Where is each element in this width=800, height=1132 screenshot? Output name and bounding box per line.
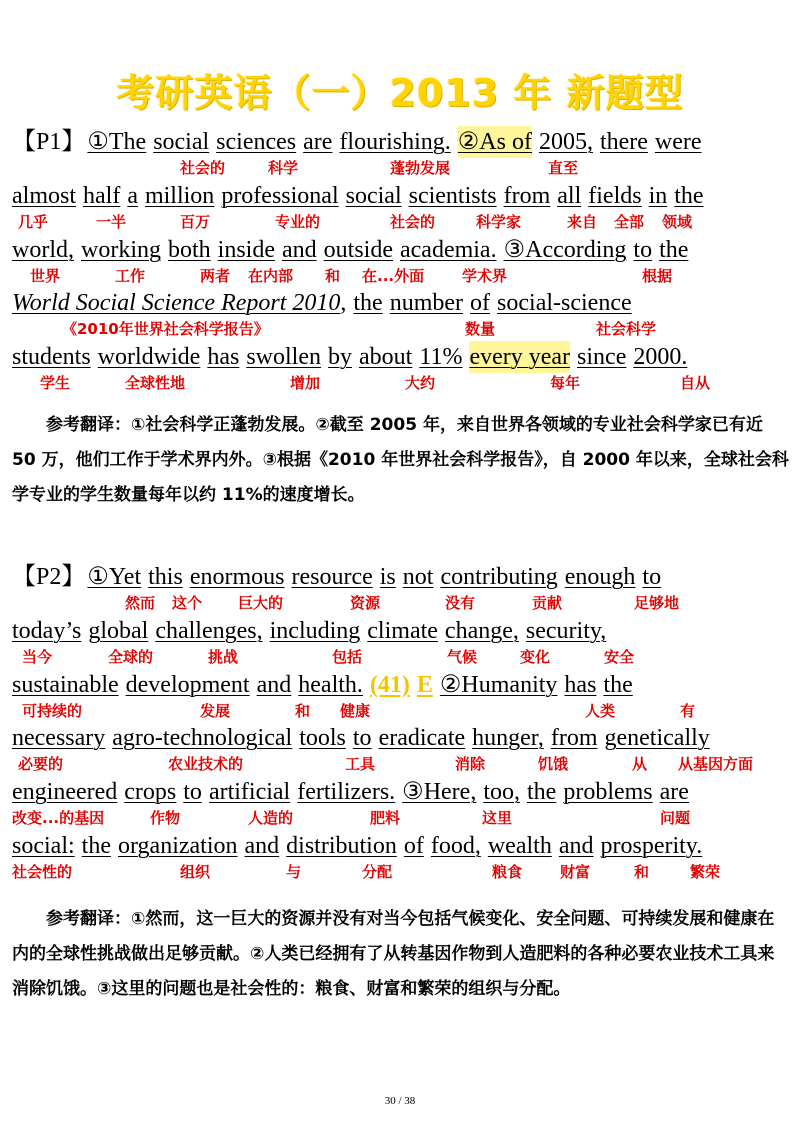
english-word: wealth (487, 833, 552, 859)
english-word: almost (12, 183, 76, 209)
chinese-gloss: 从基因方面 (678, 755, 754, 773)
p1-translation: 参考翻译：①社会科学正蓬勃发展。②截至 2005 年，来自世界各领域的专业社会科学家已有近 50 万，他们工作于学术界内外。③根据《2010 年世界社会科学报告》，自 2000 年以来，全球社会科学专业的学生数量每年以约 11%的速度增长。 (12, 415, 789, 505)
english-word: students (12, 344, 91, 370)
english-word: of (470, 290, 491, 316)
p2-text-line (12, 830, 792, 862)
english-word: global (88, 618, 149, 644)
english-word: distribution (286, 833, 397, 859)
english-word: eradicate (378, 725, 466, 751)
chinese-gloss: 增加 (290, 374, 321, 392)
english-word: 11% (419, 344, 463, 370)
p1-text-line (12, 287, 792, 319)
chinese-gloss: 和 (634, 863, 650, 881)
chinese-gloss: 可持续的 (22, 702, 83, 720)
chinese-gloss: 全部 (614, 213, 645, 231)
english-word: number (389, 290, 464, 316)
english-word: problems (563, 779, 653, 805)
chinese-gloss: 社会性的 (12, 863, 73, 881)
english-word: artificial (208, 779, 291, 805)
chinese-gloss: 足够地 (634, 594, 680, 612)
chinese-gloss: 与 (286, 863, 302, 881)
chinese-gloss: 肥料 (370, 809, 401, 827)
chinese-gloss: 变化 (520, 648, 551, 666)
p2-text-line (12, 722, 792, 754)
english-word: to (642, 564, 662, 590)
english-word: from (550, 725, 598, 751)
chinese-gloss: 从 (632, 755, 648, 773)
english-word: contributing (440, 564, 558, 590)
english-word: too, (483, 779, 520, 805)
english-word: including (269, 618, 361, 644)
english-word: to (352, 725, 372, 751)
chinese-gloss: 这个 (172, 594, 203, 612)
chinese-gloss: 百万 (180, 213, 211, 231)
chinese-gloss: 根据 (642, 267, 673, 285)
english-word: and (244, 833, 280, 859)
chinese-gloss: 农业技术的 (168, 755, 244, 773)
chinese-gloss: 几乎 (18, 213, 49, 231)
p2-translation: 参考翻译：①然而，这一巨大的资源并没有对当今包括气候变化、安全问题、可持续发展和健康在内的全球性挑战做出足够贡献。②人类已经拥有了从转基因作物到人造肥料的各种必要农业技术工具来消除饥饿。③这里的问题也是社会性的：粮食、财富和繁荣的组织与分配。 (12, 909, 775, 999)
chinese-gloss: 全球性地 (125, 374, 186, 392)
english-word: has (207, 344, 240, 370)
english-word: engineered (12, 779, 118, 805)
chinese-gloss: 组织 (180, 863, 211, 881)
chinese-gloss: 科学家 (476, 213, 522, 231)
english-word: ③According (503, 237, 627, 263)
english-word: 2000. (633, 344, 688, 370)
chinese-gloss: 工具 (345, 755, 376, 773)
answer-blank: E (416, 672, 433, 698)
english-word: swollen (246, 344, 321, 370)
page-number: 30 / 38 (384, 1095, 416, 1107)
english-word: social (345, 183, 402, 209)
english-word: World Social Science Report 2010 (12, 290, 341, 316)
english-word: ③Here, (402, 779, 477, 805)
english-word: health. (298, 672, 363, 698)
chinese-gloss: 然而 (125, 594, 156, 612)
english-word: ②As of (458, 126, 532, 158)
chinese-gloss: 发展 (200, 702, 231, 720)
english-word: fertilizers. (297, 779, 396, 805)
p2-text-line (12, 776, 792, 808)
chinese-gloss: 两者 (200, 267, 231, 285)
chinese-gloss: 分配 (362, 863, 393, 881)
english-word: and (256, 672, 292, 698)
english-word: the (659, 237, 689, 263)
english-word: enormous (189, 564, 285, 590)
chinese-gloss: 《2010年世界社会科学报告》 (62, 320, 269, 338)
english-word: has (564, 672, 597, 698)
english-word: crops (124, 779, 177, 805)
chinese-gloss: 消除 (455, 755, 486, 773)
chinese-gloss: 挑战 (208, 648, 239, 666)
english-word: since (577, 344, 627, 370)
english-word: about (359, 344, 413, 370)
english-word: ①Yet (87, 564, 142, 590)
p1-label: 【P1】 (12, 129, 86, 155)
english-word: agro-technological (112, 725, 293, 751)
p1-text-line (12, 341, 792, 373)
p2-text-line (12, 561, 792, 593)
chinese-gloss: 饥饿 (538, 755, 569, 773)
english-word: all (557, 183, 582, 209)
chinese-gloss: 和 (295, 702, 311, 720)
chinese-gloss: 领域 (662, 213, 693, 231)
chinese-gloss: 健康 (340, 702, 371, 720)
chinese-gloss: 有 (680, 702, 696, 720)
chinese-gloss: 和 (325, 267, 341, 285)
english-word: every year (469, 341, 570, 373)
chinese-gloss: 资源 (350, 594, 381, 612)
chinese-gloss: 学术界 (462, 267, 508, 285)
chinese-gloss: 直至 (548, 159, 579, 177)
chinese-gloss: 巨大的 (238, 594, 284, 612)
chinese-gloss: 繁荣 (690, 863, 721, 881)
chinese-gloss: 自从 (680, 374, 711, 392)
chinese-gloss: 改变...的基因 (12, 809, 105, 827)
chinese-gloss: 粮食 (492, 863, 523, 881)
english-word: worldwide (97, 344, 201, 370)
english-word: scientists (408, 183, 497, 209)
english-word: social: (12, 833, 75, 859)
english-word: necessary (12, 725, 106, 751)
chinese-gloss: 必要的 (18, 755, 64, 773)
english-word: are (659, 779, 689, 805)
english-word: and (558, 833, 594, 859)
english-word: half (83, 183, 121, 209)
english-word: in (648, 183, 668, 209)
english-word: not (402, 564, 434, 590)
english-word: genetically (604, 725, 710, 751)
chinese-gloss: 科学 (268, 159, 299, 177)
english-word: million (144, 183, 215, 209)
english-word: prosperity. (600, 833, 703, 859)
chinese-gloss: 在内部 (248, 267, 294, 285)
p2-text-line (12, 669, 792, 701)
english-word: development (125, 672, 250, 698)
english-word: enough (564, 564, 636, 590)
chinese-gloss: 工作 (115, 267, 146, 285)
english-word: a (127, 183, 138, 209)
english-word: social (153, 129, 210, 155)
english-word: to (633, 237, 653, 263)
english-word: organization (117, 833, 238, 859)
english-word: , (340, 290, 347, 316)
chinese-gloss: 人造的 (248, 809, 294, 827)
english-word: fields (588, 183, 642, 209)
english-word: tools (299, 725, 346, 751)
english-word: flourishing. (339, 129, 451, 155)
chinese-gloss: 学生 (40, 374, 71, 392)
chinese-gloss: 来自 (567, 213, 598, 231)
english-word: by (328, 344, 352, 370)
english-word: professional (221, 183, 339, 209)
english-word: sciences (216, 129, 297, 155)
chinese-gloss: 一半 (96, 213, 127, 231)
english-word: were (654, 129, 702, 155)
chinese-gloss: 大约 (405, 374, 436, 392)
english-word: working (81, 237, 161, 263)
chinese-gloss: 包括 (332, 648, 363, 666)
chinese-gloss: 在...外面 (362, 267, 425, 285)
english-word: to (183, 779, 202, 805)
english-word: the (527, 779, 557, 805)
english-word: of (403, 833, 424, 859)
english-word: and (282, 237, 317, 263)
english-word: academia. (399, 237, 497, 263)
english-word: there (599, 129, 648, 155)
english-word: food, (430, 833, 481, 859)
english-word: change, (444, 618, 519, 644)
chinese-gloss: 数量 (465, 320, 496, 338)
p1-text-line (12, 234, 792, 266)
english-word: hunger, (472, 725, 544, 751)
english-word: security, (525, 618, 607, 644)
english-word: outside (323, 237, 393, 263)
chinese-gloss: 蓬勃发展 (390, 159, 451, 177)
english-word: challenges, (155, 618, 263, 644)
chinese-gloss: 气候 (447, 648, 478, 666)
p2-text-line (12, 615, 792, 647)
chinese-gloss: 安全 (604, 648, 635, 666)
chinese-gloss: 作物 (150, 809, 181, 827)
english-word: climate (367, 618, 438, 644)
english-word: are (303, 129, 333, 155)
chinese-gloss: 当今 (22, 648, 53, 666)
english-word: this (148, 564, 183, 590)
english-word: from (503, 183, 551, 209)
chinese-gloss: 专业的 (275, 213, 321, 231)
english-word: 2005, (538, 129, 593, 155)
english-word: today’s (12, 618, 82, 644)
chinese-gloss: 没有 (445, 594, 476, 612)
chinese-gloss: 社会的 (180, 159, 226, 177)
chinese-gloss: 这里 (482, 809, 513, 827)
english-word: the (603, 672, 633, 698)
chinese-gloss: 每年 (550, 374, 581, 392)
english-word: resource (291, 564, 373, 590)
p2-label: 【P2】 (12, 564, 86, 590)
english-word: ①The (87, 129, 147, 155)
chinese-gloss: 社会科学 (596, 320, 657, 338)
english-word: is (379, 564, 396, 590)
chinese-gloss: 世界 (30, 267, 61, 285)
english-word: world, (12, 237, 74, 263)
english-word: the (353, 290, 383, 316)
chinese-gloss: 问题 (660, 809, 691, 827)
p1-text-line (12, 180, 792, 212)
english-word: sustainable (12, 672, 119, 698)
p1-text-line (12, 126, 792, 158)
chinese-gloss: 贡献 (532, 594, 563, 612)
chinese-gloss: 人类 (585, 702, 616, 720)
english-word: inside (217, 237, 275, 263)
chinese-gloss: 全球的 (108, 648, 154, 666)
document-title: 考研英语（一）2013 年 新题型 (116, 71, 684, 115)
english-word: both (168, 237, 211, 263)
chinese-gloss: 财富 (560, 863, 591, 881)
chinese-gloss: 社会的 (390, 213, 436, 231)
english-word: ②Humanity (439, 672, 558, 698)
english-word: social-science (497, 290, 632, 316)
answer-blank: (41) (369, 672, 410, 698)
english-word: the (674, 183, 704, 209)
english-word: the (81, 833, 111, 859)
